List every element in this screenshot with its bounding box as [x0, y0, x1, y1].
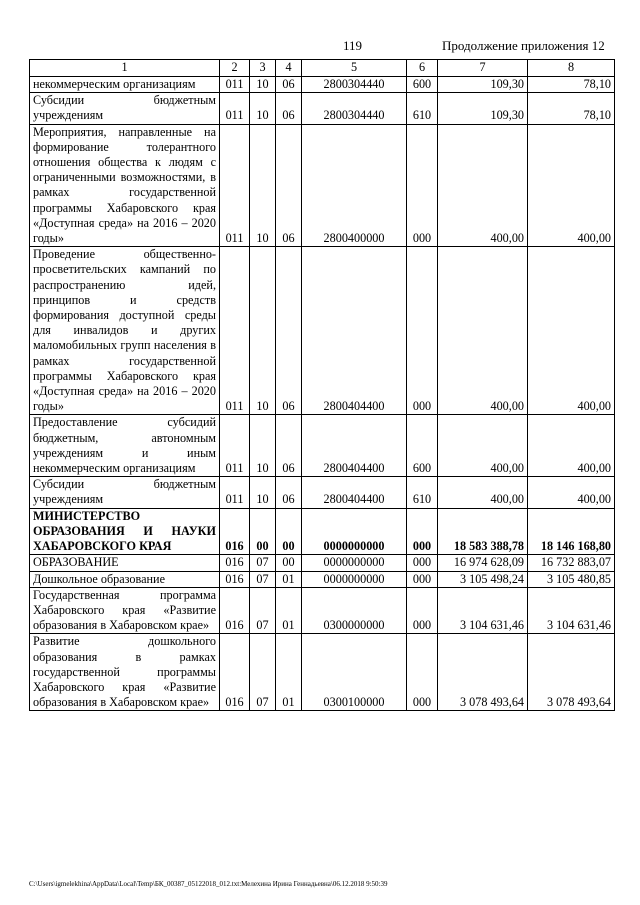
amount-year1-cell: 3 078 493,64 [438, 634, 528, 711]
section-code-cell: 07 [250, 555, 276, 571]
section-code-cell: 10 [250, 77, 276, 93]
section-code-cell: 10 [250, 477, 276, 508]
row-name-cell: ОБРАЗОВАНИЕ [30, 555, 220, 571]
target-article-cell: 2800304440 [302, 93, 407, 124]
row-name-cell: Проведение общественно-просветительских кампаний по распространению идей, принципов и средств формирования доступной среды для инвалидов и других маломобильных групп населения в рамках государственной программы Хабаровского края «Доступная среда» на 2016 – 2020 годы» [30, 247, 220, 415]
target-article-cell: 2800400000 [302, 124, 407, 247]
target-article-cell: 0000000000 [302, 555, 407, 571]
subsection-code-cell: 00 [276, 555, 302, 571]
section-code-cell: 07 [250, 571, 276, 587]
amount-year2-cell: 400,00 [528, 477, 615, 508]
expense-type-cell: 000 [407, 587, 438, 634]
amount-year2-cell: 18 146 168,80 [528, 508, 615, 555]
subsection-code-cell: 06 [276, 415, 302, 477]
section-code-cell: 10 [250, 93, 276, 124]
budget-table [29, 59, 615, 711]
subsection-code-cell: 06 [276, 247, 302, 415]
amount-year1-cell: 400,00 [438, 124, 528, 247]
ministry-code-cell: 016 [220, 508, 250, 555]
amount-year1-cell: 16 974 628,09 [438, 555, 528, 571]
ministry-code-cell: 016 [220, 571, 250, 587]
amount-year2-cell: 3 104 631,46 [528, 587, 615, 634]
ministry-code-cell: 011 [220, 93, 250, 124]
table-row [30, 587, 615, 634]
target-article-cell: 0000000000 [302, 571, 407, 587]
ministry-code-cell: 011 [220, 77, 250, 93]
column-header: 7 [438, 60, 528, 77]
ministry-code-cell: 011 [220, 124, 250, 247]
table-header-row [30, 60, 615, 77]
expense-type-cell: 600 [407, 415, 438, 477]
ministry-code-cell: 016 [220, 587, 250, 634]
row-name-cell: Субсидии бюджетным учреждениям [30, 477, 220, 508]
column-header: 8 [528, 60, 615, 77]
amount-year1-cell: 400,00 [438, 477, 528, 508]
table-row [30, 415, 615, 477]
table-row [30, 77, 615, 93]
column-header: 4 [276, 60, 302, 77]
amount-year1-cell: 109,30 [438, 77, 528, 93]
row-name-cell: Государственная программа Хабаровского края «Развитие образования в Хабаровском крае» [30, 587, 220, 634]
row-name-cell: Предоставление субсидий бюджетным, автономным учреждениям и иным некоммерческим организациям [30, 415, 220, 477]
target-article-cell: 0300100000 [302, 634, 407, 711]
expense-type-cell: 000 [407, 508, 438, 555]
column-header: 5 [302, 60, 407, 77]
row-name-cell: Субсидии бюджетным учреждениям [30, 93, 220, 124]
table-row [30, 634, 615, 711]
table-row [30, 93, 615, 124]
row-name-cell: Развитие дошкольного образования в рамках государственной программы Хабаровского края «Развитие образования в Хабаровском крае» [30, 634, 220, 711]
amount-year1-cell: 400,00 [438, 415, 528, 477]
section-code-cell: 10 [250, 124, 276, 247]
ministry-code-cell: 011 [220, 415, 250, 477]
ministry-code-cell: 016 [220, 555, 250, 571]
document-footer-path: C:\Users\igmelekhina\AppData\Local\Temp\БК_00387_05122018_012.txt:Мелехина Ирина Геннадьевна\06.12.2018 9:50:39 [29, 880, 388, 888]
row-name-cell: Мероприятия, направленные на формирование толерантного отношения общества к людям с ограниченными возможностями, в рамках государственной программы Хабаровского края «Доступная среда» на 2016 – 2020 годы» [30, 124, 220, 247]
amount-year1-cell: 3 105 498,24 [438, 571, 528, 587]
amount-year1-cell: 18 583 388,78 [438, 508, 528, 555]
ministry-code-cell: 011 [220, 477, 250, 508]
subsection-code-cell: 01 [276, 587, 302, 634]
subsection-code-cell: 01 [276, 634, 302, 711]
amount-year1-cell: 3 104 631,46 [438, 587, 528, 634]
ministry-code-cell: 016 [220, 634, 250, 711]
column-header: 2 [220, 60, 250, 77]
target-article-cell: 2800404400 [302, 415, 407, 477]
target-article-cell: 0300000000 [302, 587, 407, 634]
section-code-cell: 10 [250, 247, 276, 415]
ministry-code-cell: 011 [220, 247, 250, 415]
row-name-cell: Дошкольное образование [30, 571, 220, 587]
section-code-cell: 10 [250, 415, 276, 477]
expense-type-cell: 610 [407, 93, 438, 124]
row-name-cell: некоммерческим организациям [30, 77, 220, 93]
expense-type-cell: 000 [407, 634, 438, 711]
table-row [30, 124, 615, 247]
appendix-continuation-label: Продолжение приложения 12 [442, 38, 605, 53]
amount-year1-cell: 400,00 [438, 247, 528, 415]
section-code-cell: 07 [250, 634, 276, 711]
table-row [30, 571, 615, 587]
section-code-cell: 07 [250, 587, 276, 634]
subsection-code-cell: 06 [276, 93, 302, 124]
table-row [30, 247, 615, 415]
subsection-code-cell: 01 [276, 571, 302, 587]
subsection-code-cell: 06 [276, 77, 302, 93]
column-header: 6 [407, 60, 438, 77]
subsection-code-cell: 06 [276, 477, 302, 508]
column-header: 3 [250, 60, 276, 77]
subsection-code-cell: 00 [276, 508, 302, 555]
amount-year2-cell: 400,00 [528, 415, 615, 477]
amount-year2-cell: 16 732 883,07 [528, 555, 615, 571]
amount-year2-cell: 3 105 480,85 [528, 571, 615, 587]
expense-type-cell: 000 [407, 571, 438, 587]
expense-type-cell: 600 [407, 77, 438, 93]
table-row [30, 477, 615, 508]
expense-type-cell: 610 [407, 477, 438, 508]
target-article-cell: 2800404400 [302, 477, 407, 508]
expense-type-cell: 000 [407, 555, 438, 571]
target-article-cell: 0000000000 [302, 508, 407, 555]
section-code-cell: 00 [250, 508, 276, 555]
amount-year2-cell: 400,00 [528, 247, 615, 415]
amount-year1-cell: 109,30 [438, 93, 528, 124]
expense-type-cell: 000 [407, 124, 438, 247]
amount-year2-cell: 3 078 493,64 [528, 634, 615, 711]
target-article-cell: 2800304440 [302, 77, 407, 93]
table-row [30, 555, 615, 571]
page-number: 119 [343, 38, 363, 53]
table-row-ministry-total [30, 508, 615, 555]
row-name-cell: МИНИСТЕРСТВО ОБРАЗОВАНИЯ И НАУКИ ХАБАРОВСКОГО КРАЯ [30, 508, 220, 555]
target-article-cell: 2800404400 [302, 247, 407, 415]
amount-year2-cell: 78,10 [528, 93, 615, 124]
subsection-code-cell: 06 [276, 124, 302, 247]
amount-year2-cell: 78,10 [528, 77, 615, 93]
expense-type-cell: 000 [407, 247, 438, 415]
amount-year2-cell: 400,00 [528, 124, 615, 247]
column-header: 1 [30, 60, 220, 77]
